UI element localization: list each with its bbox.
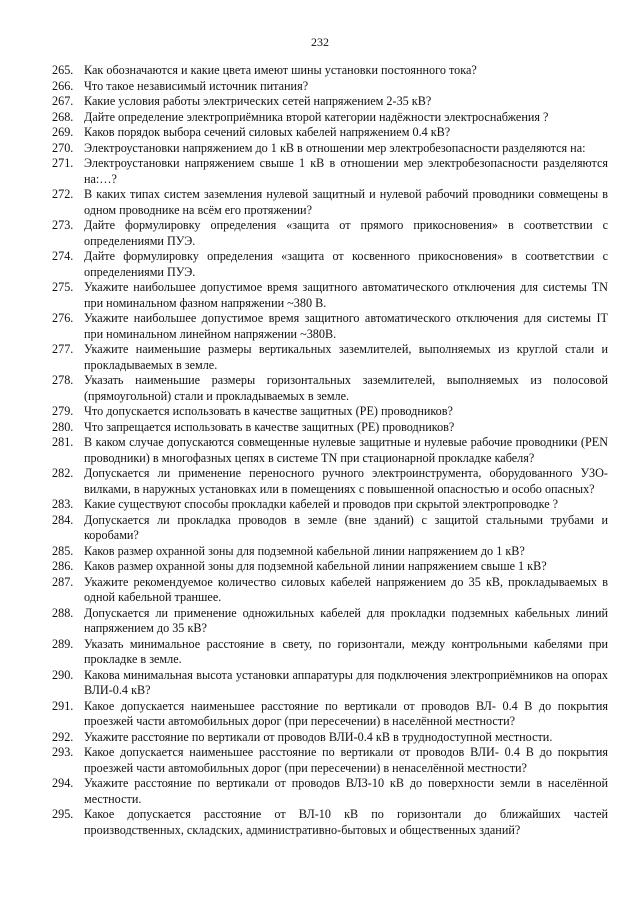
question-number: 282. bbox=[52, 466, 74, 480]
question-text: Дайте формулировку определения «защита от косвенного прикосновения» в соответствии с определениями ПУЭ. bbox=[84, 249, 608, 279]
question-text: Допускается ли применение переносного ручного электроинструмента, оборудованного УЗО-вилками, в наружных установках или в помещениях с повышенной опасностью и особо опасных? bbox=[84, 466, 608, 496]
question-text: Что допускается использовать в качестве защитных (РЕ) проводников? bbox=[84, 404, 453, 418]
question-text: Укажите наибольшее допустимое время защитного автоматического отключения для системы IT при номинальном линейном напряжении ~380В. bbox=[84, 311, 608, 341]
question-text: Укажите расстояние по вертикали от проводов ВЛЗ-10 кВ до поверхности земли в населённой местности. bbox=[84, 776, 608, 806]
question-number: 279. bbox=[52, 404, 74, 418]
question-text: Электроустановки напряжением до 1 кВ в отношении мер электробезопасности разделяются на: bbox=[84, 140, 586, 155]
question-number: 288. bbox=[52, 605, 74, 620]
question-number: 277. bbox=[52, 342, 74, 356]
question-number: 290. bbox=[52, 667, 74, 682]
question-text: Укажите рекомендуемое количество силовых кабелей напряжением до 35 кВ, прокладываемых в одной кабельной траншее. bbox=[84, 574, 608, 604]
question-number: 265. bbox=[52, 63, 74, 77]
question-item bbox=[52, 156, 608, 187]
question-number: 266. bbox=[52, 78, 74, 93]
question-text: Укажите расстояние по вертикали от проводов ВЛИ-0.4 кВ в труднодоступной местности. bbox=[84, 729, 553, 744]
question-item bbox=[52, 110, 608, 126]
question-number: 276. bbox=[52, 311, 74, 325]
question-number: 274. bbox=[52, 249, 74, 263]
question-text: Укажите наименьшие размеры вертикальных заземлителей, выполняемых из круглой стали и прокладываемых в земле. bbox=[84, 342, 608, 372]
question-item bbox=[52, 311, 608, 342]
question-text: Указать наименьшие размеры горизонтальных заземлителей, выполняемых из полосовой (прямоугольной) стали и прокладываемых в земле. bbox=[84, 373, 608, 403]
question-item bbox=[52, 187, 608, 218]
question-number: 272. bbox=[52, 187, 74, 201]
question-text: Каков размер охранной зоны для подземной кабельной линии напряжением до 1 кВ? bbox=[84, 543, 525, 558]
question-item bbox=[52, 342, 608, 373]
question-number: 286. bbox=[52, 559, 74, 573]
question-item bbox=[52, 125, 608, 141]
question-item bbox=[52, 94, 608, 110]
question-item bbox=[52, 637, 608, 668]
question-item bbox=[52, 141, 608, 157]
question-number: 267. bbox=[52, 94, 74, 108]
question-item bbox=[52, 63, 608, 79]
question-number: 289. bbox=[52, 636, 74, 651]
question-text: Дайте формулировку определения «защита от прямого прикосновения» в соответствии с определениями ПУЭ. bbox=[84, 218, 608, 248]
question-item bbox=[52, 544, 608, 560]
question-text: Что запрещается использовать в качестве защитных (РЕ) проводников? bbox=[84, 419, 455, 434]
page-number: 232 bbox=[311, 35, 329, 49]
question-text: Как обозначаются и какие цвета имеют шины установки постоянного тока? bbox=[84, 63, 477, 77]
question-number: 291. bbox=[52, 698, 74, 713]
question-number: 284. bbox=[52, 512, 74, 527]
question-number: 275. bbox=[52, 280, 74, 294]
question-text: Какое допускается наименьшее расстояние по вертикали от проводов ВЛИ- 0.4 В до покрытия проезжей части автомобильных дорог (при пересечении) в ненаселённой местности? bbox=[84, 745, 608, 775]
question-item bbox=[52, 373, 608, 404]
question-number: 295. bbox=[52, 807, 74, 821]
question-number: 280. bbox=[52, 419, 74, 434]
question-text: Какое допускается наименьшее расстояние по вертикали от проводов ВЛ- 0.4 В до покрытия проезжей части автомобильных дорог (при пересечении) в населённой местности? bbox=[84, 698, 608, 728]
question-item bbox=[52, 730, 608, 746]
question-number: 271. bbox=[52, 156, 74, 170]
question-item bbox=[52, 497, 608, 513]
question-item bbox=[52, 249, 608, 280]
question-number: 294. bbox=[52, 776, 74, 790]
question-item bbox=[52, 79, 608, 95]
question-number: 287. bbox=[52, 574, 74, 589]
question-text: Каков размер охранной зоны для подземной кабельной линии напряжением свыше 1 кВ? bbox=[84, 559, 547, 573]
question-number: 269. bbox=[52, 125, 74, 139]
question-text: Электроустановки напряжением свыше 1 кВ в отношении мер электробезопасности разделяются на:…? bbox=[84, 156, 608, 186]
question-item bbox=[52, 745, 608, 776]
question-number: 270. bbox=[52, 140, 74, 155]
question-item bbox=[52, 466, 608, 497]
question-item bbox=[52, 575, 608, 606]
question-text: Каков порядок выбора сечений силовых кабелей напряжением 0.4 кВ? bbox=[84, 125, 451, 139]
question-text: Что такое независимый источник питания? bbox=[84, 78, 309, 93]
question-item bbox=[52, 435, 608, 466]
question-text: Укажите наибольшее допустимое время защитного автоматического отключения для системы TN при номинальном фазном напряжении ~380 В. bbox=[84, 280, 608, 310]
question-text: В каком случае допускаются совмещенные нулевые защитные и нулевые рабочие проводники (PEN проводники) в многофазных цепях в системе TN при стационарной прокладке кабеля? bbox=[84, 435, 608, 465]
question-item bbox=[52, 404, 608, 420]
question-text: В каких типах систем заземления нулевой защитный и нулевой рабочий проводники совмещены в одном проводнике на всём его протяжении? bbox=[84, 187, 608, 217]
question-item bbox=[52, 280, 608, 311]
question-list bbox=[52, 63, 608, 838]
question-text: Какие существуют способы прокладки кабелей и проводов при скрытой электропроводке ? bbox=[84, 497, 559, 511]
question-number: 285. bbox=[52, 543, 74, 558]
question-item bbox=[52, 776, 608, 807]
question-text: Какова минимальная высота установки аппаратуры для подключения электроприёмников на опорах ВЛИ-0.4 кВ? bbox=[84, 667, 608, 697]
question-number: 281. bbox=[52, 435, 74, 449]
question-item bbox=[52, 699, 608, 730]
question-number: 273. bbox=[52, 218, 74, 232]
question-item bbox=[52, 807, 608, 838]
question-number: 292. bbox=[52, 729, 74, 744]
question-number: 268. bbox=[52, 109, 74, 124]
question-text: Какие условия работы электрических сетей напряжением 2-35 кВ? bbox=[84, 94, 432, 108]
question-text: Допускается ли применение одножильных кабелей для прокладки подземных кабельных линий напряжением до 35 кВ? bbox=[84, 605, 608, 635]
question-item bbox=[52, 513, 608, 544]
question-text: Допускается ли прокладка проводов в земле (вне зданий) с защитой стальными трубами и коробами? bbox=[84, 512, 608, 542]
question-number: 293. bbox=[52, 745, 74, 759]
question-text: Какое допускается расстояние от ВЛ-10 кВ по горизонтали до ближайших частей производственных, складских, административно-бытовых и общественных зданий? bbox=[84, 807, 608, 837]
question-item bbox=[52, 606, 608, 637]
question-item bbox=[52, 420, 608, 436]
question-item bbox=[52, 218, 608, 249]
question-item bbox=[52, 559, 608, 575]
question-number: 283. bbox=[52, 497, 74, 511]
question-text: Указать минимальное расстояние в свету, по горизонтали, между контрольными кабелями при прокладке в земле. bbox=[84, 636, 608, 666]
question-text: Дайте определение электроприёмника второй категории надёжности электроснабжения ? bbox=[84, 109, 549, 124]
question-item bbox=[52, 668, 608, 699]
question-number: 278. bbox=[52, 373, 74, 387]
